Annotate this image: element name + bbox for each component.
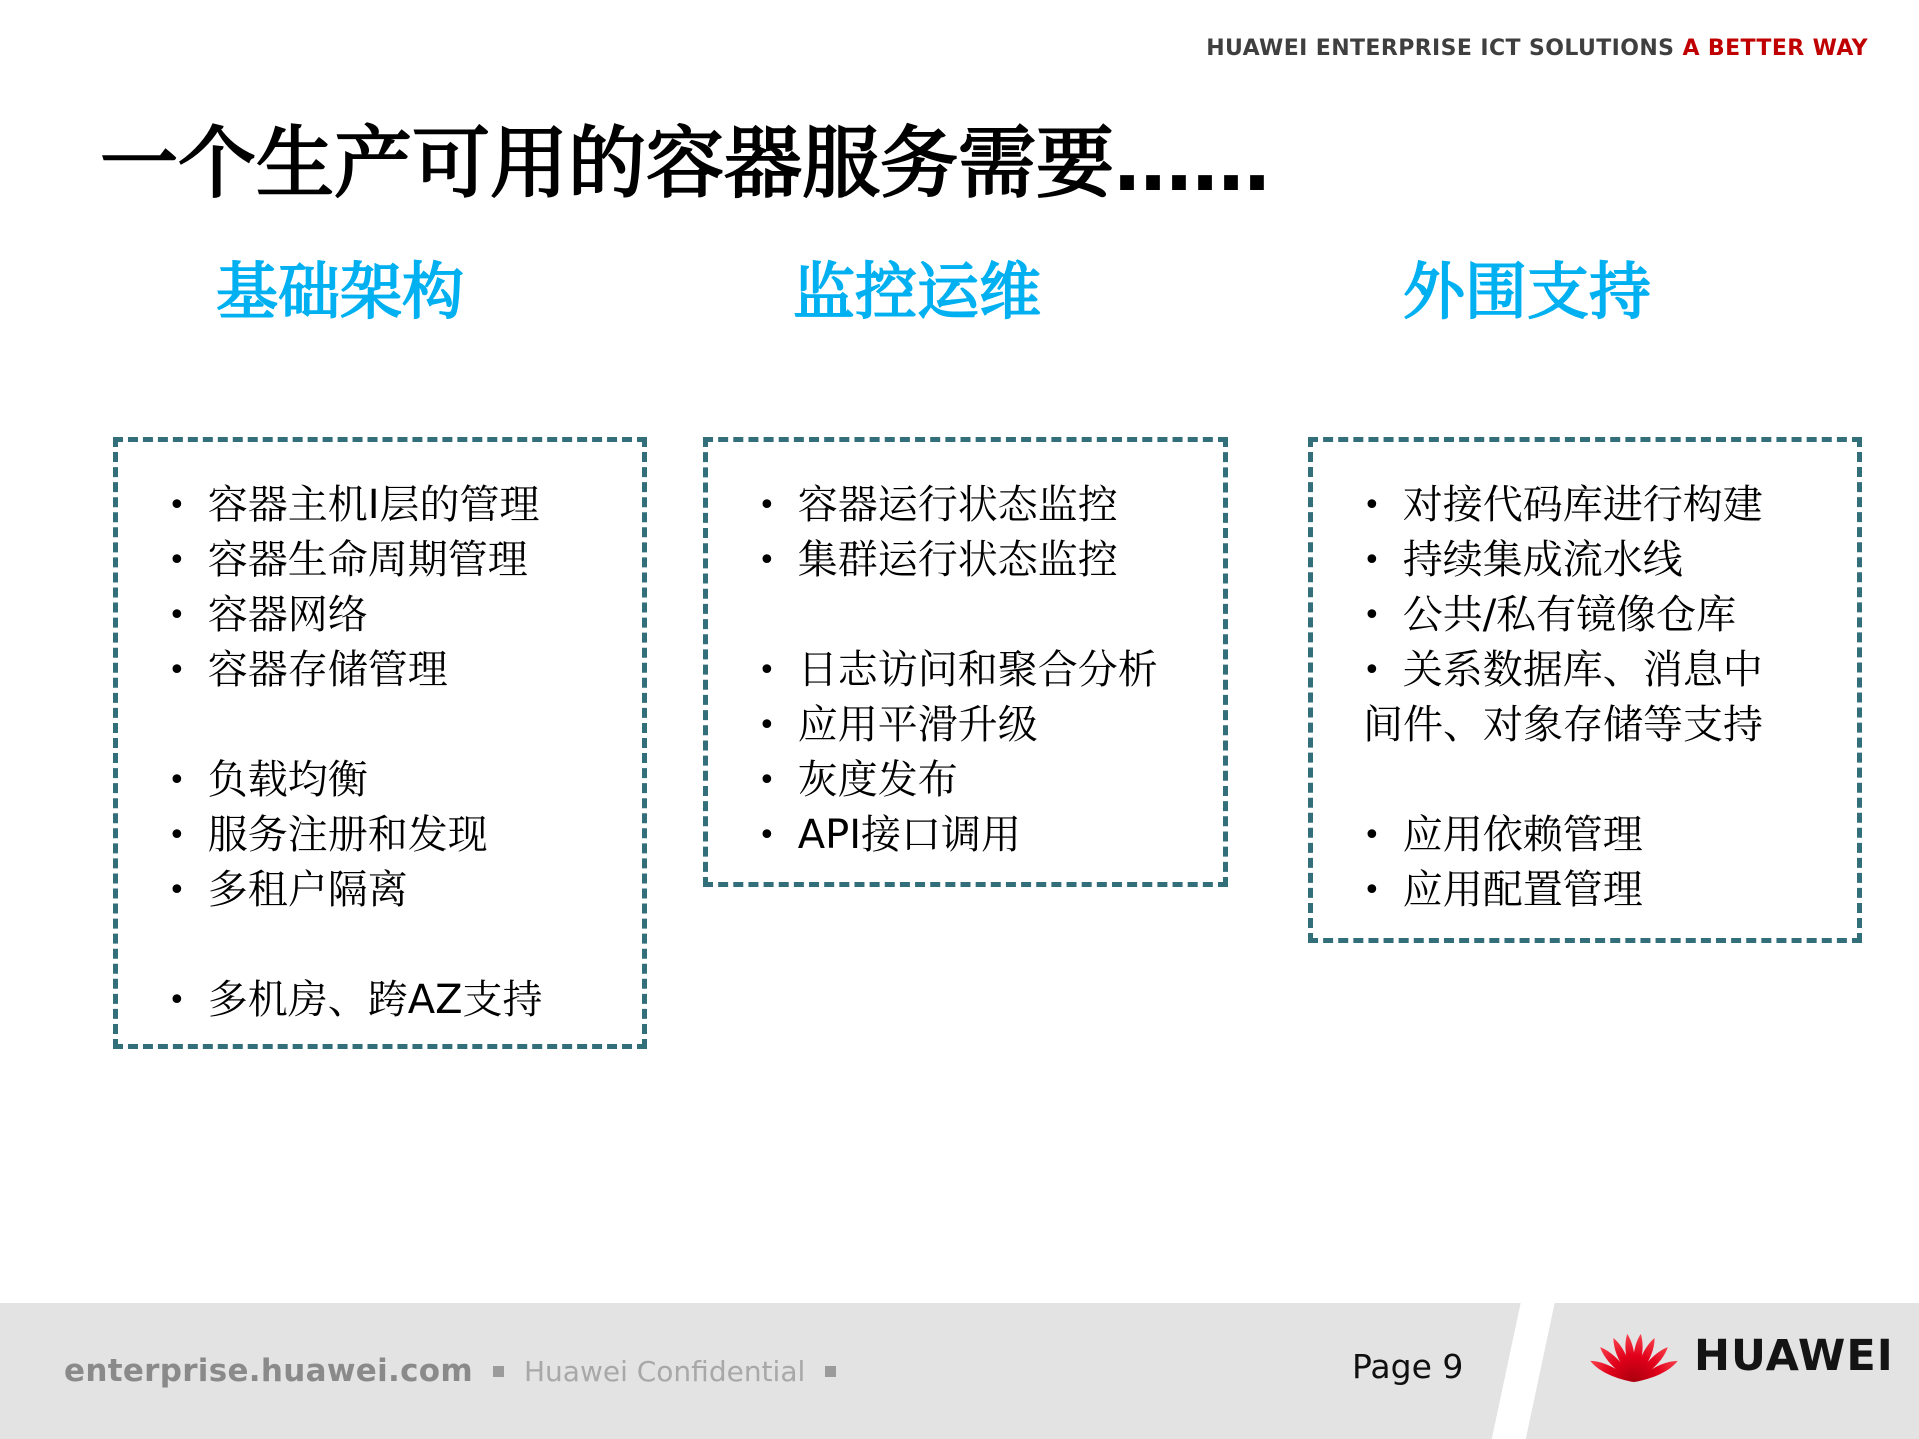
bullet-item: • 公共/私有镜像仓库 [1363, 592, 1737, 638]
bullet-dot-icon: • [1363, 873, 1381, 908]
bullet-item: • 多机房、跨AZ支持 [168, 977, 543, 1023]
bullet-item: • 关系数据库、消息中间件、对象存储等支持 [1363, 647, 1763, 748]
page-title: 一个生产可用的容器服务需要…… [100, 119, 1271, 210]
bullet-item: • 容器存储管理 [168, 647, 448, 693]
dashed-box-infrastructure [113, 437, 647, 1049]
bullet-group [1363, 808, 1783, 918]
bullet-item: • 持续集成流水线 [1363, 537, 1683, 583]
bullet-item: • 灰度发布 [758, 757, 958, 803]
footer-site-link[interactable]: enterprise.huawei.com [64, 1353, 473, 1389]
footer-confidential-label: Huawei Confidential [523, 1354, 806, 1388]
separator-square-icon [493, 1366, 504, 1377]
bullet-dot-icon: • [168, 763, 186, 798]
bullet-item: • 应用依赖管理 [1363, 812, 1643, 858]
bullet-dot-icon: • [758, 653, 776, 688]
huawei-logo [1586, 1325, 1894, 1387]
footer-left [64, 1303, 836, 1439]
bullet-item: • 容器主机I层的管理 [168, 482, 540, 528]
bullet-dot-icon: • [168, 873, 186, 908]
brand-line [1206, 36, 1868, 61]
column-heading-monitoring: 监控运维 [793, 255, 1042, 328]
bullet-dot-icon: • [1363, 488, 1381, 523]
bullet-dot-icon: • [1363, 598, 1381, 633]
bullet-dot-icon: • [168, 488, 186, 523]
bullet-group [168, 753, 622, 918]
bullet-dot-icon: • [758, 818, 776, 853]
bullet-dot-icon: • [1363, 653, 1381, 688]
bullet-item: • 服务注册和发现 [168, 812, 488, 858]
bullet-group [758, 643, 1203, 863]
bullet-dot-icon: • [758, 763, 776, 798]
dashed-box-peripheral-support [1308, 437, 1862, 943]
bullet-item: • 容器生命周期管理 [168, 537, 528, 583]
huawei-flower-icon [1586, 1325, 1682, 1387]
bullet-item: • 应用平滑升级 [758, 702, 1038, 748]
bullet-group [168, 478, 622, 698]
bullet-item: • 多租户隔离 [168, 867, 408, 913]
bullet-dot-icon: • [168, 818, 186, 853]
bullet-dot-icon: • [1363, 818, 1381, 853]
bullet-dot-icon: • [758, 708, 776, 743]
bullet-dot-icon: • [758, 488, 776, 523]
bullet-dot-icon: • [168, 598, 186, 633]
bullet-dot-icon: • [758, 543, 776, 578]
bullet-group [1363, 478, 1783, 753]
brand-text: HUAWEI ENTERPRISE ICT SOLUTIONS [1206, 36, 1675, 61]
footer-bar [0, 1303, 1919, 1439]
bullet-item: • 负载均衡 [168, 757, 368, 803]
bullet-dot-icon: • [168, 983, 186, 1018]
bullet-dot-icon: • [168, 543, 186, 578]
huawei-wordmark: HUAWEI [1694, 1331, 1894, 1381]
bullet-item: • 集群运行状态监控 [758, 537, 1118, 583]
brand-tagline: A BETTER WAY [1682, 36, 1868, 61]
bullet-item: • 日志访问和聚合分析 [758, 647, 1158, 693]
bullet-item: • 容器运行状态监控 [758, 482, 1118, 528]
bullet-item: • 容器网络 [168, 592, 368, 638]
bullet-item: • API接口调用 [758, 812, 1021, 858]
column-heading-peripheral-support: 外围支持 [1403, 255, 1652, 328]
bullet-dot-icon: • [1363, 543, 1381, 578]
bullet-group [168, 973, 622, 1028]
bullet-item: • 对接代码库进行构建 [1363, 482, 1763, 528]
bullet-dot-icon: • [168, 653, 186, 688]
bullet-item: • 应用配置管理 [1363, 867, 1643, 913]
separator-square-icon [825, 1366, 836, 1377]
bullet-group [758, 478, 1203, 588]
page-number: Page 9 [1352, 1347, 1464, 1386]
column-heading-infrastructure: 基础架构 [216, 255, 465, 328]
diagonal-divider [1490, 1297, 1556, 1439]
dashed-box-monitoring [703, 437, 1228, 887]
